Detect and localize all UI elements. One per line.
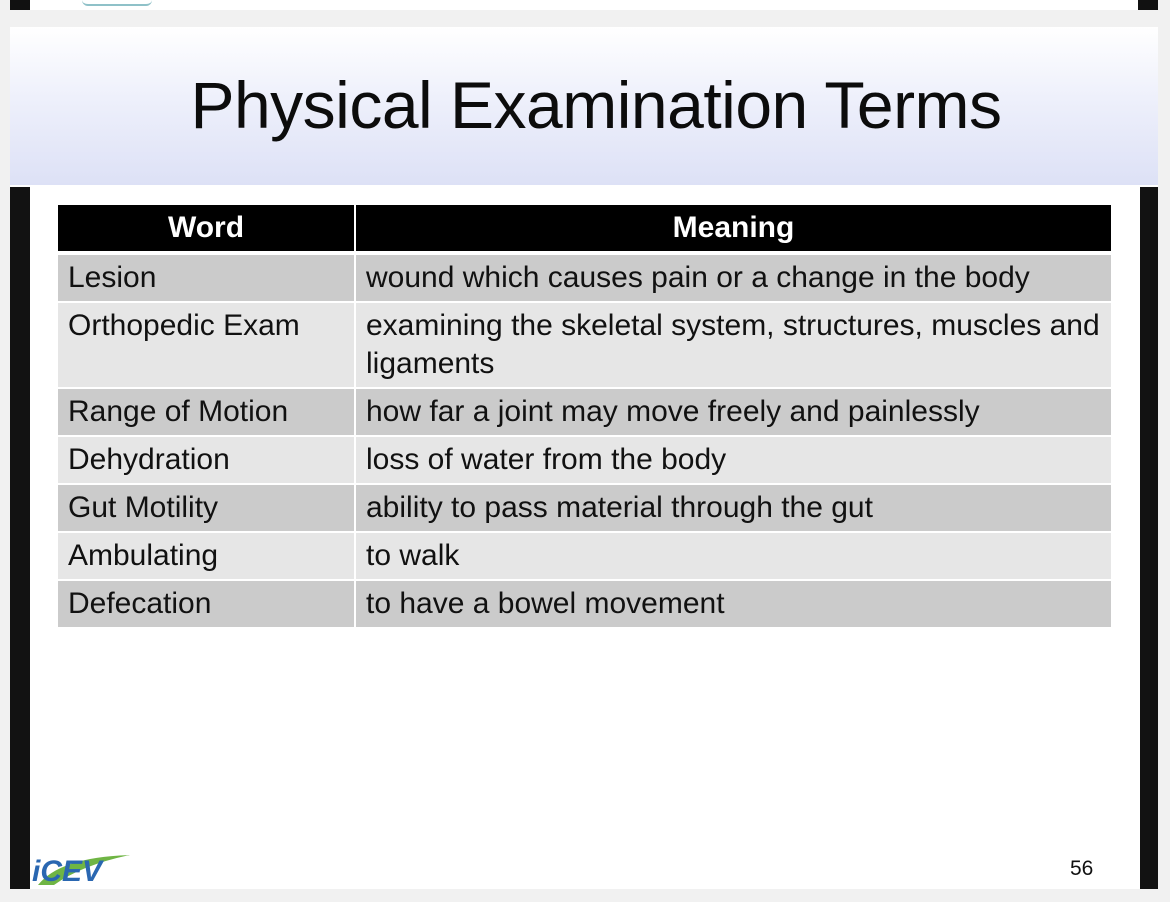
slide-title: Physical Examination Terms bbox=[190, 68, 1002, 142]
term-meaning: examining the skeletal system, structures, muscles and ligaments bbox=[355, 302, 1111, 388]
term-word: Ambulating bbox=[58, 532, 355, 580]
table-row bbox=[58, 532, 1111, 580]
term-word: Dehydration bbox=[58, 436, 355, 484]
term-word: Gut Motility bbox=[58, 484, 355, 532]
term-meaning: to walk bbox=[355, 532, 1111, 580]
term-word: Orthopedic Exam bbox=[58, 302, 355, 388]
table-row bbox=[58, 580, 1111, 628]
previous-slide-logo-fragment bbox=[82, 0, 152, 6]
page-number: 56 bbox=[1070, 857, 1094, 880]
terms-table bbox=[58, 205, 1111, 629]
logo-text: iCEV bbox=[32, 855, 103, 887]
term-meaning: ability to pass material through the gut bbox=[355, 484, 1111, 532]
slide-page[interactable] bbox=[10, 27, 1158, 889]
table-header-row bbox=[58, 205, 1111, 253]
right-border-bar bbox=[1140, 187, 1158, 889]
left-border-bar bbox=[10, 187, 30, 889]
table-row bbox=[58, 484, 1111, 532]
table-row bbox=[58, 253, 1111, 302]
table-row bbox=[58, 388, 1111, 436]
table-row bbox=[58, 436, 1111, 484]
term-word: Range of Motion bbox=[58, 388, 355, 436]
table-row bbox=[58, 302, 1111, 388]
column-header-meaning: Meaning bbox=[355, 205, 1111, 253]
column-header-word: Word bbox=[58, 205, 355, 253]
icev-logo bbox=[30, 851, 134, 887]
term-word: Defecation bbox=[58, 580, 355, 628]
term-meaning: wound which causes pain or a change in the body bbox=[355, 253, 1111, 302]
term-meaning: to have a bowel movement bbox=[355, 580, 1111, 628]
term-meaning: how far a joint may move freely and painlessly bbox=[355, 388, 1111, 436]
term-meaning: loss of water from the body bbox=[355, 436, 1111, 484]
term-word: Lesion bbox=[58, 253, 355, 302]
previous-slide-edge[interactable] bbox=[10, 0, 1158, 10]
